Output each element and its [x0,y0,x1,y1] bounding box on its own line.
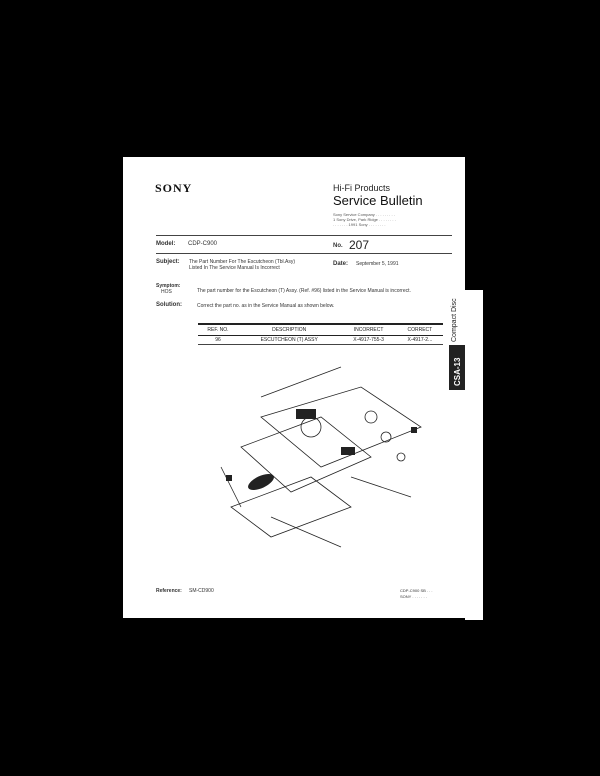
col-header-correct: CORRECT [397,324,443,336]
csa-code: CSA-13 [453,357,462,386]
diagram-screw [226,475,232,481]
diagram-gear [365,411,377,423]
date-label: Date: [333,261,349,267]
date-value: September 5, 1991 [356,261,399,267]
no-label: No. [333,243,343,249]
col-header-ref: REF. NO. [198,324,238,336]
footer-right-line-2: SONY . . . . . . . [400,594,427,599]
table-row [198,336,443,345]
address-line: 1 Sony Drive, Park Ridge . . . . . . . . [333,217,396,222]
col-header-description: DESCRIPTION [238,324,340,336]
model-label: Model: [156,241,176,247]
doc-type-title: Service Bulletin [333,193,423,208]
cell-ref: 96 [198,336,238,345]
bulletin-page [123,157,465,618]
diagram-gear [397,453,405,461]
footer-right-line-1: CDP-C900 SB . . . [400,588,433,593]
reference-value: SM-CD900 [189,588,214,594]
diagram-leader-line [271,517,341,547]
table-header-row [198,324,443,336]
reference-label: Reference: [156,588,182,594]
col-header-incorrect: INCORRECT [340,324,396,336]
address-block [333,212,396,227]
symptom-label: Symptom: [156,283,181,289]
diagram-gear [381,432,391,442]
sony-logo: SONY [155,181,193,195]
address-line: Sony Service Company . . . . . . . . . [333,212,395,217]
solution-text: Correct the part no. as in the Service Manual as shown below. [197,303,335,309]
diagram-block [296,409,316,419]
division-label: Hi-Fi Products [333,183,391,193]
model-value: CDP-C900 [188,241,218,247]
parts-table [198,323,443,345]
diagram-spring [246,471,276,494]
model-divider [156,253,452,254]
diagram-leader-line [221,467,241,507]
symptom-text: The part number for the Escutcheon (T) Assy. (Ref. #96) listed in the Service Manual is incorrect. [197,288,411,294]
subject-line-1: The Part Number For The Escutcheon (Tbl.Asy) [189,259,296,265]
cell-incorrect: X-4917-755-3 [340,336,396,345]
solution-label: Solution: [156,302,182,308]
diagram-screw [411,427,417,433]
address-line: . . . . . . . 1991 Sony . . . . . . . . [333,222,386,227]
diagram-gear [301,417,321,437]
cell-correct: X-4917-2... [397,336,443,345]
header-divider [156,235,452,236]
diagram-block [341,447,355,455]
side-index-strip [465,290,483,620]
symptom-sublabel: HOS [161,289,172,295]
bulletin-number: 207 [349,238,370,252]
exploded-view-diagram [201,357,431,557]
category-label: Compact Disc [451,298,458,342]
diagram-rod [261,367,341,397]
subject-label: Subject: [156,259,180,265]
cell-description: ESCUTCHEON (T) ASSY [238,336,340,345]
subject-line-2: Listed In The Service Manual Is Incorrect [189,265,280,271]
diagram-leader-line [351,477,411,497]
